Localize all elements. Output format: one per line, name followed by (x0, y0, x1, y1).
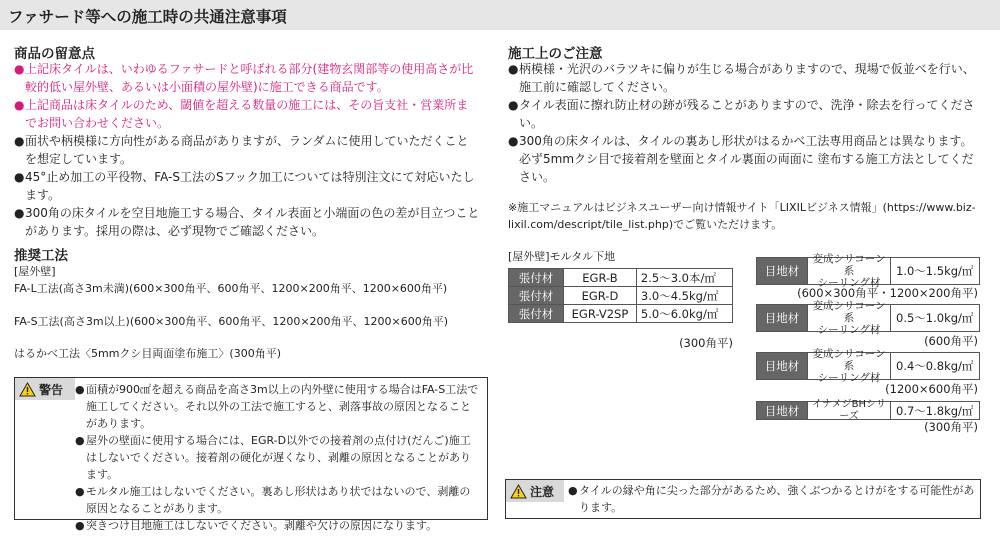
page-title: ファサード等への施工時の共通注意事項 (8, 8, 287, 26)
grout-material: 変成シリコーン系 シーリング材 (807, 353, 891, 379)
products-list (14, 60, 480, 240)
caution-label: 注意 (506, 480, 564, 502)
mortar-heading: [屋外壁]モルタル下地 (508, 250, 616, 263)
grout-label: 目地材 (757, 258, 807, 284)
table-cell-amount: 2.5〜3.0本/㎡ (636, 269, 732, 287)
method-subheading: [屋外壁] (14, 265, 56, 278)
grout-amount: 0.4〜0.8kg/㎡ (896, 359, 974, 373)
construction-list (508, 60, 984, 186)
grout-row (756, 348, 980, 384)
table-row (509, 305, 733, 323)
list-item: ● 柄模様・光沢のバラツキに偏りが生じる場合がありますので、現場で仮並べを行い、施工前に確認してください。 (508, 62, 975, 94)
method-item: はるかべ工法〈5mmクシ目両面塗布施工〉(300角平) (14, 347, 282, 360)
grout-note: (1200×600角平) (885, 382, 978, 396)
bullet-dot-icon: ● (568, 484, 578, 497)
grout-material: イナメジBHシリーズ (807, 402, 891, 419)
list-item: ● 上記床タイルは、いわゆるファサードと呼ばれる部分(建物玄関部等の使用高さが比較的低い屋外壁、あるいは小面積の屋外壁)に施工できる商品です。 (14, 62, 474, 94)
table-cell-label: 張付材 (509, 269, 564, 287)
grout-material: 変成シリコーン系 シーリング材 (807, 258, 891, 284)
bullet-dot-icon: ● (75, 383, 85, 396)
grout-amount: 1.0〜1.5kg/㎡ (896, 264, 974, 278)
grout-row (756, 253, 980, 289)
table-cell-product: EGR-V2SP (564, 305, 637, 323)
table-row (509, 269, 733, 287)
title-bar (0, 0, 1000, 30)
manual-note: ※施工マニュアルはビジネスユーザー向け情報サイト「LIXILビジネス情報」(https://www.biz-lixil.com/descript/tile_list.php)でご覧いただけます。 (508, 201, 976, 231)
table-cell-label: 張付材 (509, 305, 564, 323)
list-item: ● 45°止め加工の平役物、FA-S工法のSフック加工については特別注文にて対応いたします。 (14, 170, 475, 202)
grout-label: 目地材 (757, 305, 807, 331)
bullet-dot-icon: ● (508, 98, 519, 112)
list-item: ● 面状や柄模様に方向性がある商品がありますが、ランダムに使用していただくことを想定しています。 (14, 134, 469, 166)
bullet-dot-icon: ● (14, 206, 25, 220)
method-heading: 推奨工法 (14, 248, 68, 264)
caution-box (505, 479, 981, 519)
grout-row (756, 300, 980, 336)
adhesive-table (508, 268, 733, 323)
bullet-dot-icon: ● (75, 485, 85, 498)
bullet-dot-icon: ● (508, 62, 519, 76)
adhesive-note: (300角平) (679, 336, 733, 350)
grout-note: (300角平) (924, 420, 978, 434)
warning-label: 警告 (15, 378, 75, 400)
warning-box (14, 377, 488, 532)
table-row (509, 287, 733, 305)
table-cell-amount: 5.0〜6.0kg/㎡ (636, 305, 732, 323)
products-heading: 商品の留意点 (14, 46, 95, 62)
list-item: ● 300角の床タイルは、タイルの裏あし形状がはるかべ工法専用商品とは異なります。必ず5mmクシ目で接着剤を壁面とタイル裏面の両面に 塗布する施工方法としてください。 (508, 134, 974, 184)
caution-text: ● タイルの縁や角に尖った部分があるため、強くぶつかるとけがをする可能性があります。 (568, 484, 975, 514)
list-item: ● 屋外の壁面に使用する場合には、EGR-D以外での接着剤の点付け(だんご)施工はしないでください。接着剤の硬化が遅くなり、剥離の原因となることがあります。 (75, 434, 471, 481)
table-cell-label: 張付材 (509, 287, 564, 305)
table-cell-amount: 3.0〜4.5kg/㎡ (636, 287, 732, 305)
list-item: ● モルタル施工はしないでください。裏あし形状はあり状ではないので、剥離の原因となることがあります。 (75, 485, 471, 515)
warning-triangle-icon (19, 382, 36, 397)
table-cell-product: EGR-B (564, 269, 637, 287)
grout-row (756, 398, 980, 422)
bullet-dot-icon: ● (14, 134, 25, 148)
list-item: ● タイル表面に擦れ防止材の跡が残ることがありますので、洗浄・除去を行ってください。 (508, 98, 975, 130)
grout-label: 目地材 (757, 353, 807, 379)
method-item: FA-S工法(高さ3m以上)(600×300角平、600角平、1200×200角平、1200×600角平) (14, 315, 449, 328)
method-item: FA-L工法(高さ3m未満)(600×300角平、600角平、1200×200角平、1200×600角平) (14, 282, 448, 295)
grout-material: 変成シリコーン系 シーリング材 (807, 305, 891, 331)
bullet-dot-icon: ● (14, 170, 25, 184)
list-item: ● 突きつけ目地施工はしないでください。剥離や欠けの原因になります。 (75, 519, 438, 532)
bullet-dot-icon: ● (75, 519, 85, 532)
list-item: ● 面積が900㎠を超える商品を高さ3m以上の内外壁に使用する場合はFA-S工法で施工してください。それ以外の工法で施工すると、剥落事故の原因となることがあります。 (75, 383, 479, 430)
warning-list (75, 381, 481, 534)
bullet-dot-icon: ● (508, 134, 519, 148)
grout-note: (600角平) (924, 334, 978, 348)
bullet-dot-icon: ● (75, 434, 85, 447)
grout-amount: 0.7〜1.8kg/㎡ (896, 403, 974, 418)
table-cell-product: EGR-D (564, 287, 637, 305)
construction-heading: 施工上のご注意 (508, 46, 603, 62)
bullet-dot-icon: ● (14, 98, 25, 112)
list-item: ● 上記商品は床タイルのため、閾値を超える数量の施工には、その旨支社・営業所までお問い合わせください。 (14, 98, 469, 130)
bullet-dot-icon: ● (14, 62, 25, 76)
grout-amount: 0.5〜1.0kg/㎡ (896, 311, 974, 325)
list-item: ● 300角の床タイルを空目地施工する場合、タイル表面と小端面の色の差が目立つことがあります。採用の際は、必ず現物でご確認ください。 (14, 206, 480, 238)
grout-label: 目地材 (757, 402, 807, 419)
grout-note: (600×300角平・1200×200角平) (797, 286, 978, 300)
warning-triangle-icon (510, 484, 527, 499)
